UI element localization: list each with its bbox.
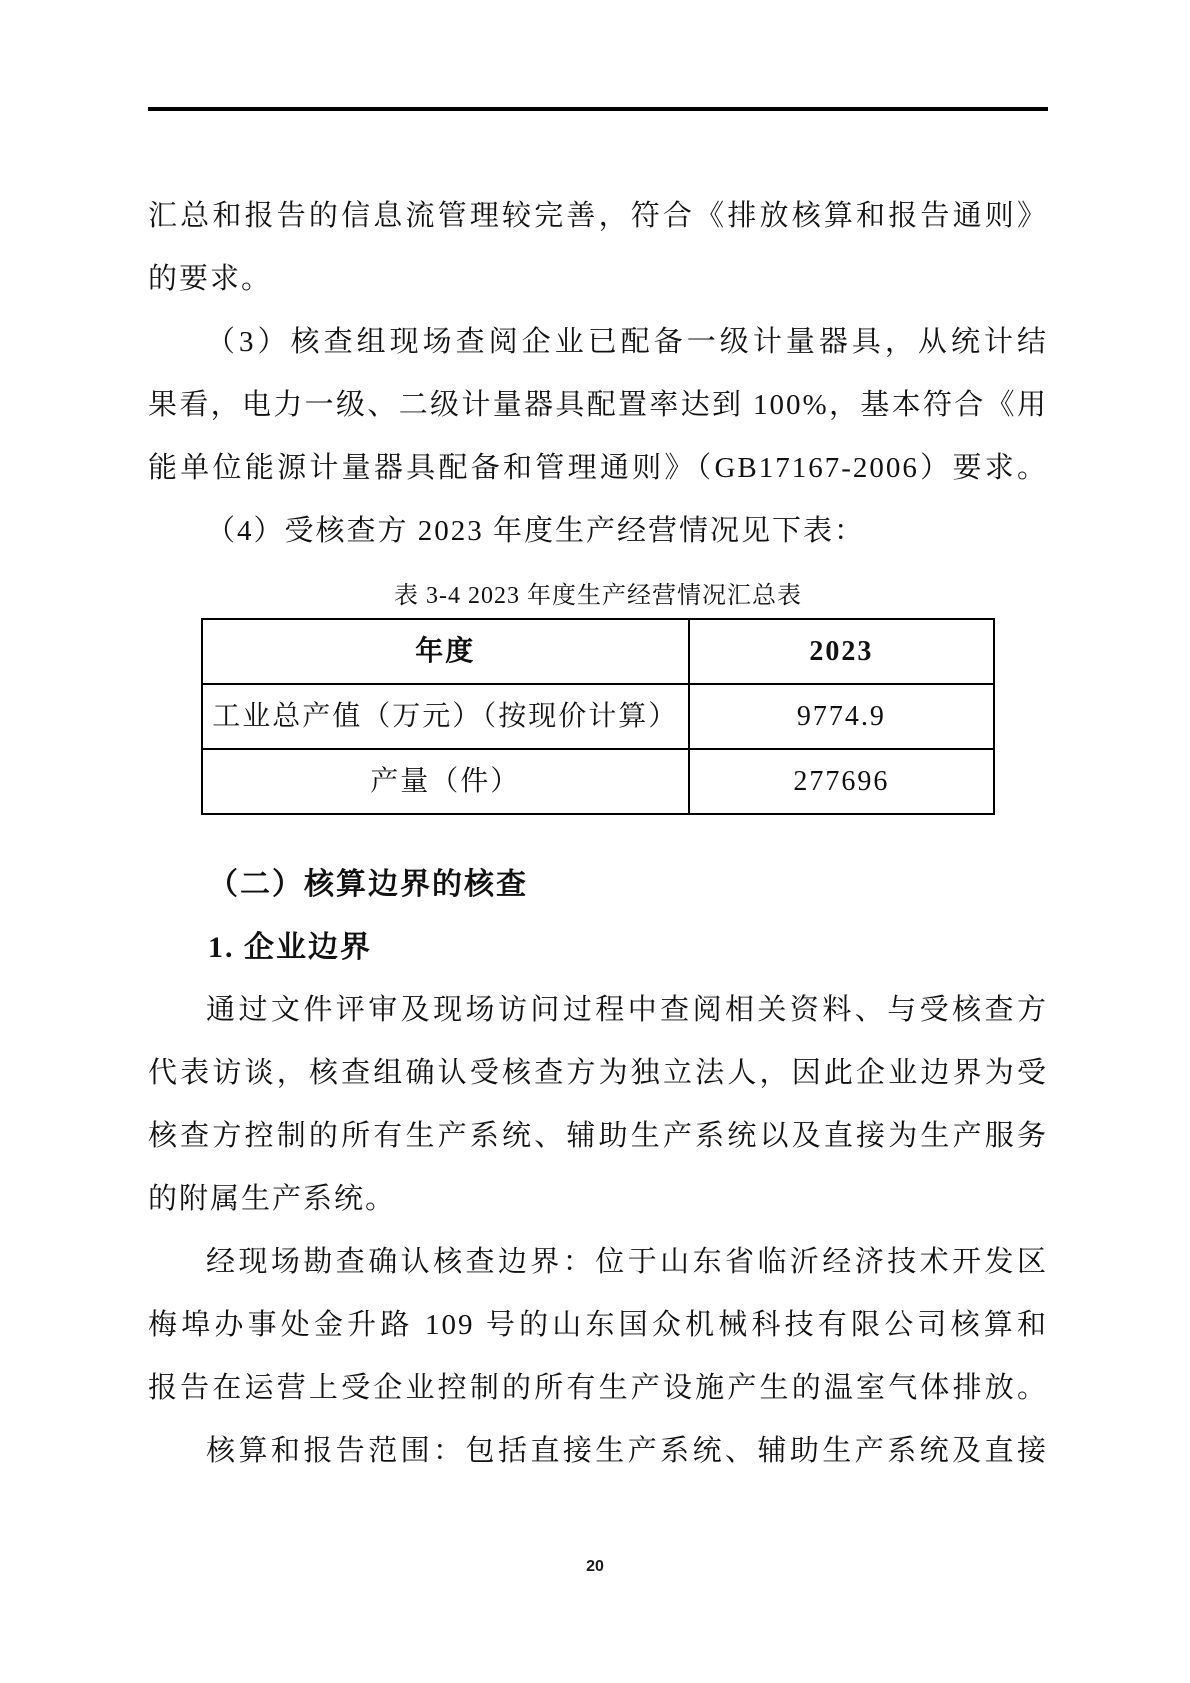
text-line: （3）核查组现场查阅企业已配备一级计量器具，从统计结 <box>206 326 1048 358</box>
document-body <box>148 185 1048 1483</box>
section-heading-accounting-boundary: （二）核算边界的核查 <box>208 868 528 901</box>
text-line: 核查方控制的所有生产系统、辅助生产系统以及直接为生产服务 <box>148 1120 1048 1152</box>
paragraph <box>148 1231 1048 1420</box>
text-line: 果看，电力一级、二级计量器具配置率达到 100%，基本符合《用 <box>148 389 1048 421</box>
text-line: 汇总和报告的信息流管理较完善，符合《排放核算和报告通则》 <box>148 200 1048 232</box>
text-line: 梅埠办事处金升路 109 号的山东国众机械科技有限公司核算和 <box>148 1309 1048 1341</box>
text-line: 核算和报告范围：包括直接生产系统、辅助生产系统及直接 <box>206 1435 1048 1467</box>
text-line: 通过文件评审及现场访问过程中查阅相关资料、与受核查方 <box>206 994 1048 1026</box>
text-line: 能单位能源计量器具配备和管理通则》（GB17167-2006）要求。 <box>148 452 1048 484</box>
text-line: 的附属生产系统。 <box>148 1183 397 1215</box>
paragraph <box>148 979 1048 1231</box>
text-line: 代表访谈，核查组确认受核查方为独立法人，因此企业边界为受 <box>148 1057 1048 1089</box>
table-header-year-value: 2023 <box>689 619 994 684</box>
text-line: 报告在运营上受企业控制的所有生产设施产生的温室气体排放。 <box>148 1372 1048 1404</box>
subsection-heading-enterprise-boundary: 1. 企业边界 <box>208 931 372 964</box>
table-header-row <box>202 619 994 684</box>
header-rule <box>148 107 1048 111</box>
table-cell-output-value-label: 工业总产值（万元）（按现价计算） <box>202 684 689 749</box>
table-row <box>202 749 994 814</box>
production-summary-table <box>201 618 995 815</box>
page-number: 20 <box>586 1558 604 1575</box>
paragraph <box>148 311 1048 500</box>
table-cell-production-label: 产量（件） <box>202 749 689 814</box>
text-line: （4）受核查方 2023 年度生产经营情况见下表： <box>206 515 866 547</box>
paragraph <box>148 185 1048 311</box>
table-cell-production-value: 277696 <box>689 749 994 814</box>
text-line: 的要求。 <box>148 263 273 295</box>
paragraph <box>148 500 1048 563</box>
table-header-year-label: 年度 <box>202 619 689 684</box>
paragraph <box>148 1420 1048 1483</box>
text-line: 经现场勘查确认核查边界：位于山东省临沂经济技术开发区 <box>206 1246 1048 1278</box>
table-row <box>202 684 994 749</box>
table-caption: 表 3-4 2023 年度生产经营情况汇总表 <box>394 583 802 609</box>
table-cell-output-value: 9774.9 <box>689 684 994 749</box>
